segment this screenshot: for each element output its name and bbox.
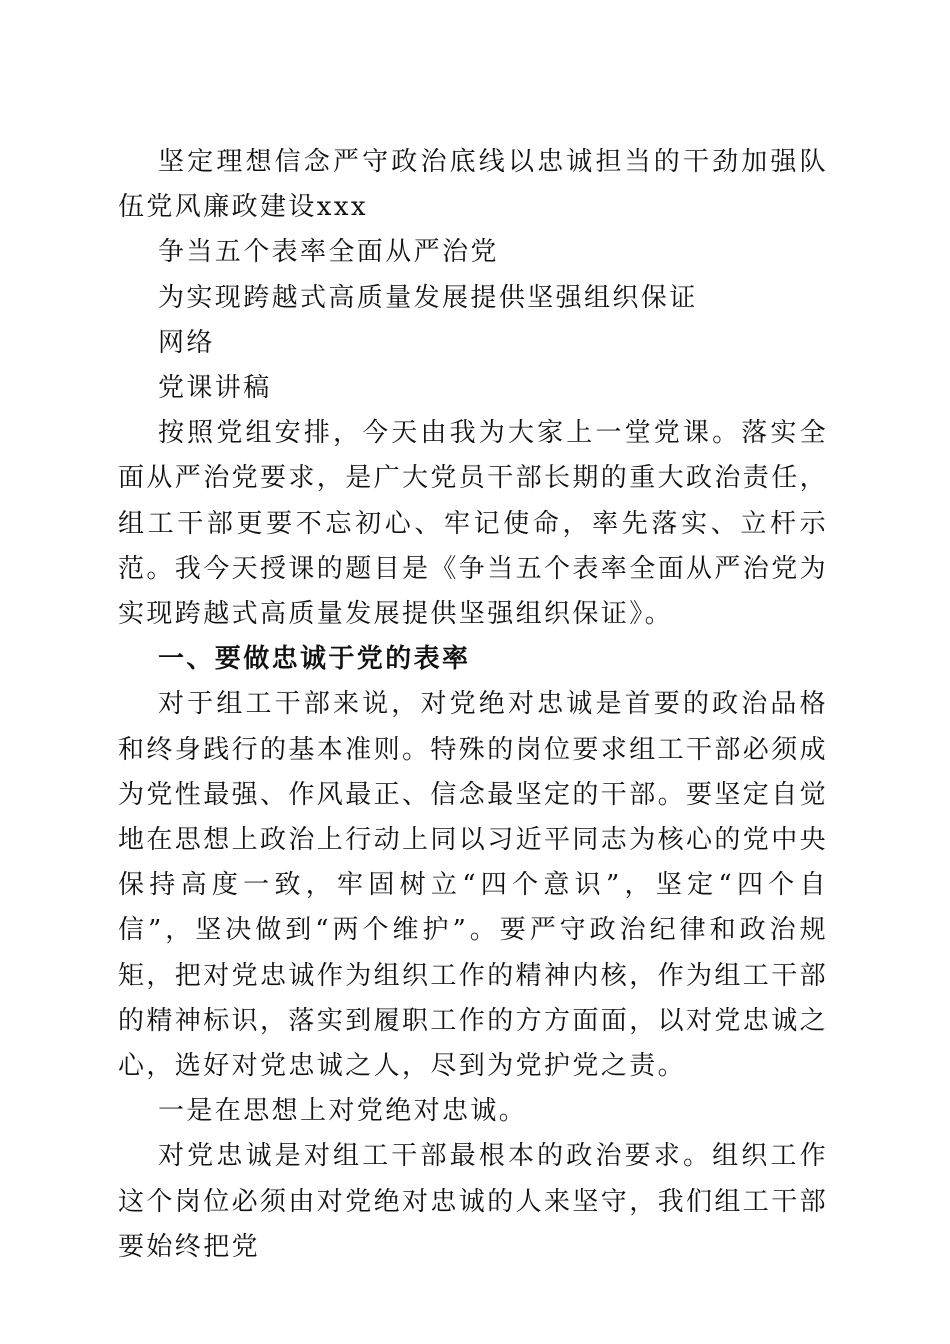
document-type-line: 党课讲稿 bbox=[158, 373, 272, 404]
subsection-1-paragraph: 对党忠诚是对组工干部最根本的政治要求。组织工作这个岗位必须由对党绝对忠诚的人来坚守，我们组工干部要始终把党 bbox=[118, 1141, 829, 1262]
section-1-paragraph: 对于组工干部来说，对党绝对忠诚是首要的政治品格和终身践行的基本准则。特殊的岗位要求组工干部必须成为党性最强、作风最正、信念最坚定的干部。要坚定自觉地在思想上政治上行动上同以习近平同志为核心的党中央保持高度一致，牢固树立“四个意识”，坚定“四个自信”，坚决做到“两个维护”。要严守政治纪律和政治规矩，把对党忠诚作为组织工作的精神内核，作为组工干部的精神标识，落实到履职工作的方方面面，以对党忠诚之心，选好对党忠诚之人，尽到为党护党之责。 bbox=[118, 689, 829, 1082]
subtitle-line-2: 为实现跨越式高质量发展提供坚强组织保证 bbox=[158, 282, 698, 313]
source-line: 网络 bbox=[158, 327, 215, 358]
title-line: 坚定理想信念严守政治底线以忠诚担当的干劲加强队伍党风廉政建设xxx bbox=[118, 147, 828, 223]
section-heading-1: 一、要做忠诚于党的表率 bbox=[158, 644, 471, 675]
subsection-heading-1: 一是在思想上对党绝对忠诚。 bbox=[158, 1096, 528, 1127]
intro-paragraph: 按照党组安排，今天由我为大家上一堂党课。落实全面从严治党要求，是广大党员干部长期的重大政治责任，组工干部更要不忘初心、牢记使命，率先落实、立杆示范。我今天授课的题目是《争当五个表率全面从严治党为实现跨越式高质量发展提供坚强组织保证》。 bbox=[118, 418, 829, 630]
subtitle-line-1: 争当五个表率全面从严治党 bbox=[158, 237, 499, 268]
document-body bbox=[118, 140, 828, 1270]
